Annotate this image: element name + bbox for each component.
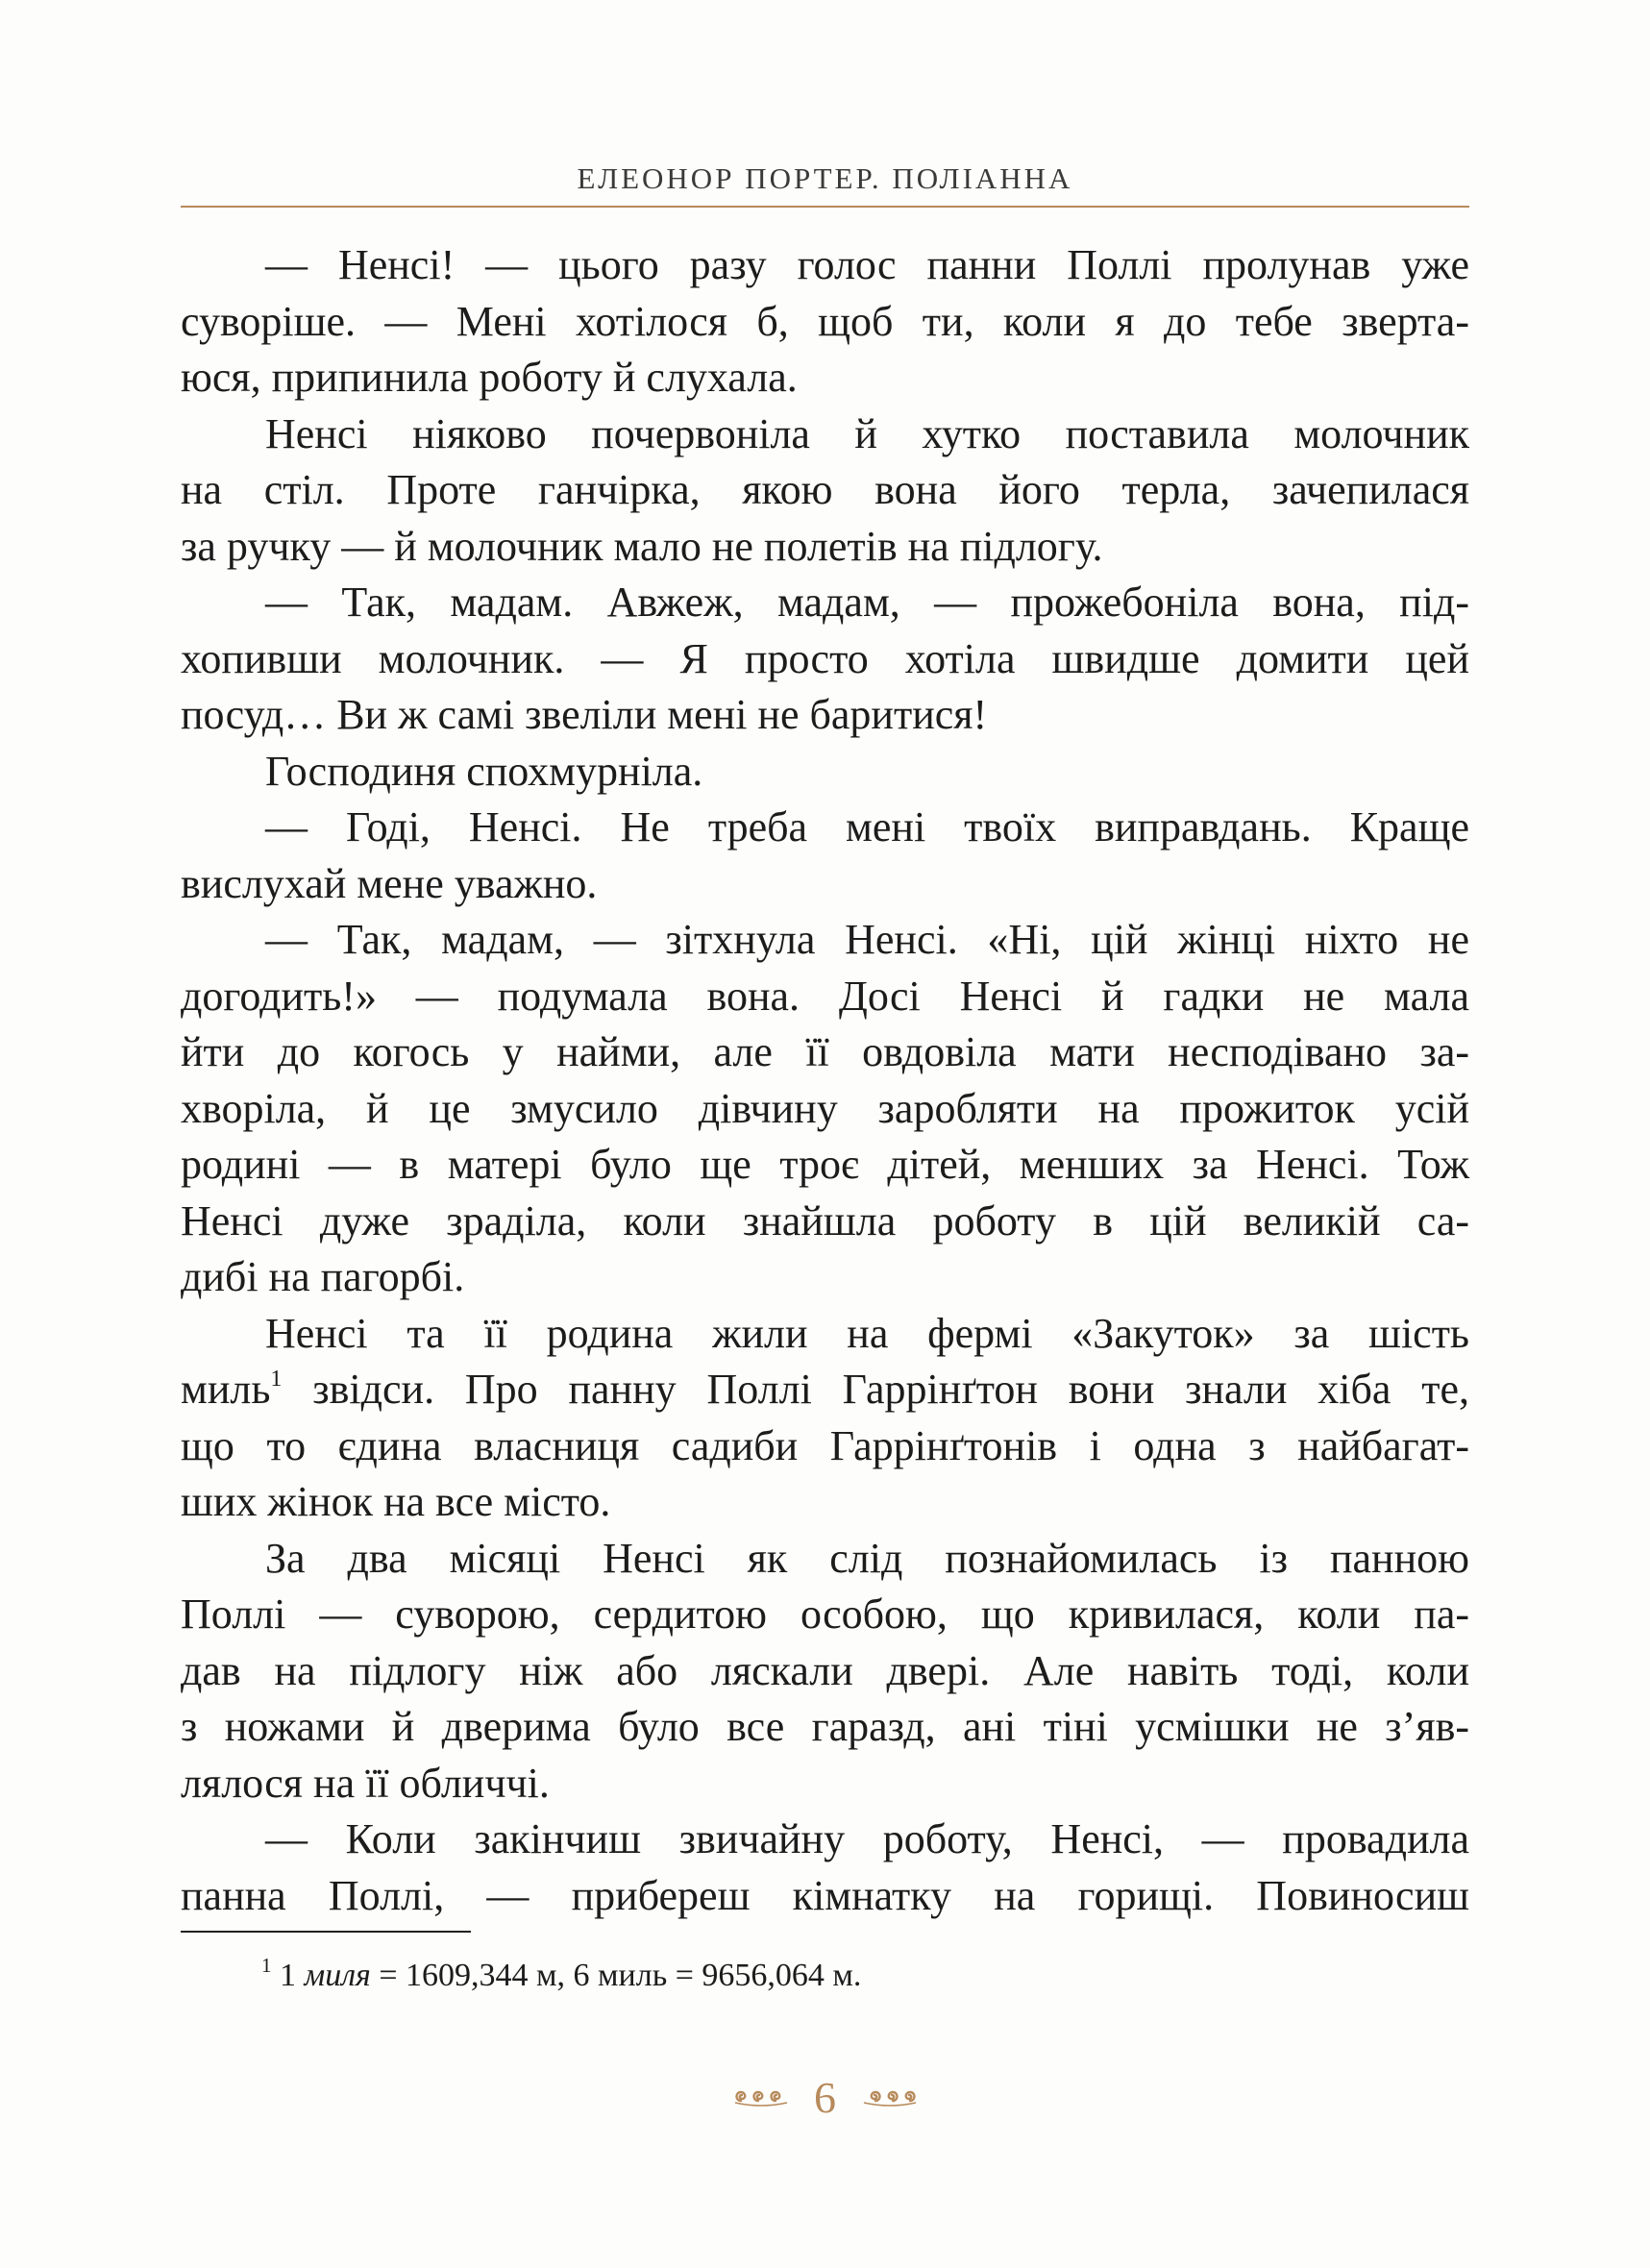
text-line: — Так, мадам, — зітхнула Ненсі. «Ні, цій жінці ніхто не <box>265 916 1469 963</box>
footnote <box>261 1956 861 1996</box>
text-line: Ненсі та її родина жили на фермі «Закуток» за шість <box>265 1309 1469 1357</box>
spiral-ornament-icon <box>731 2075 791 2121</box>
running-head: ЕЛЕОНОР ПОРТЕР. ПОЛІАННА <box>577 161 1073 195</box>
footnote-text: = 1609,344 м, 6 миль = 9656,064 м. <box>370 1958 862 1993</box>
spiral-ornament-icon <box>860 2075 920 2121</box>
text-line: дав на підлогу ніж або ляскали двері. Але навіть тоді, коли <box>181 1646 1469 1694</box>
text-line: посуд… Ви ж самі звеліли мені не баритися! <box>181 691 988 738</box>
text-fragment: миль <box>181 1366 271 1413</box>
text-line: Поллі — суворою, сердитою особою, що кривилася, коли па- <box>181 1590 1469 1638</box>
text-line: За два місяці Ненсі як слід познайомилась із панною <box>265 1534 1469 1582</box>
text-line: — Годі, Ненсі. Не треба мені твоїх виправдань. Краще <box>265 803 1469 850</box>
footnote-term: миля <box>304 1958 371 1993</box>
text-line: ших жінок на все місто. <box>181 1478 611 1525</box>
text-line: лялося на її обличчі. <box>181 1759 550 1807</box>
text-line: юся, припинила роботу й слухала. <box>181 354 798 401</box>
text-line: Ненсі дуже зраділа, коли знайшла роботу в цій великій са- <box>181 1196 1469 1245</box>
text-line: Ненсі ніяково почервоніла й хутко поставила молочник <box>265 409 1469 457</box>
text-line: на стіл. Проте ганчірка, якою вона його терла, зачепилася <box>181 466 1469 513</box>
text-line: що то єдина власниця садиби Гаррінґтонів і одна з найбагат- <box>181 1421 1469 1469</box>
text-line: — Так, мадам. Авжеж, мадам, — прожебоніла вона, під- <box>265 579 1469 626</box>
text-line: хопивши молочник. — Я просто хотіла швидше домити цей <box>181 634 1469 682</box>
page-footer <box>0 2072 1650 2121</box>
text-fragment: звідси. Про панну Поллі Гаррінґтон вони знали хіба те, <box>282 1366 1469 1413</box>
page-number: 6 <box>814 2073 836 2123</box>
text-line: дибі на пагорбі. <box>181 1253 465 1300</box>
text-line: з ножами й дверима було все гаразд, ані тіні усмішки не з’яв- <box>181 1703 1469 1750</box>
text-line: панна Поллі, — прибереш кімнатку на горищі. Повиносиш <box>181 1871 1469 1919</box>
footnote-marker: 1 <box>261 1954 272 1977</box>
footnote-marker[interactable]: 1 <box>270 1367 283 1392</box>
text-line: — Ненсі! — цього разу голос панни Поллі пролунав уже <box>265 241 1469 288</box>
header-rule <box>181 206 1469 208</box>
footnote-rule <box>181 1931 471 1933</box>
text-line: суворіше. — Мені хотілося б, щоб ти, коли я до тебе зверта- <box>181 297 1469 345</box>
text-line: йти до когось у найми, але її овдовіла мати несподівано за- <box>181 1028 1469 1075</box>
text-line: догодить!» — подумала вона. Досі Ненсі й гадки не мала <box>181 972 1469 1020</box>
text-line: — Коли закінчиш звичайну роботу, Ненсі, — провадила <box>265 1815 1469 1862</box>
text-line: хворіла, й це змусило дівчину заробляти на прожиток усій <box>181 1084 1469 1132</box>
text-line: за ручку — й молочник мало не полетів на підлогу. <box>181 522 1103 570</box>
text-line-with-footnote <box>181 1362 1469 1418</box>
text-line: вислухай мене уважно. <box>181 859 598 907</box>
footnote-number: 1 <box>280 1958 296 1993</box>
body-text <box>181 237 1469 1924</box>
text-line: родині — в матері було ще троє дітей, менших за Ненсі. Тож <box>181 1141 1469 1188</box>
text-line: Господиня спохмурніла. <box>265 747 703 795</box>
